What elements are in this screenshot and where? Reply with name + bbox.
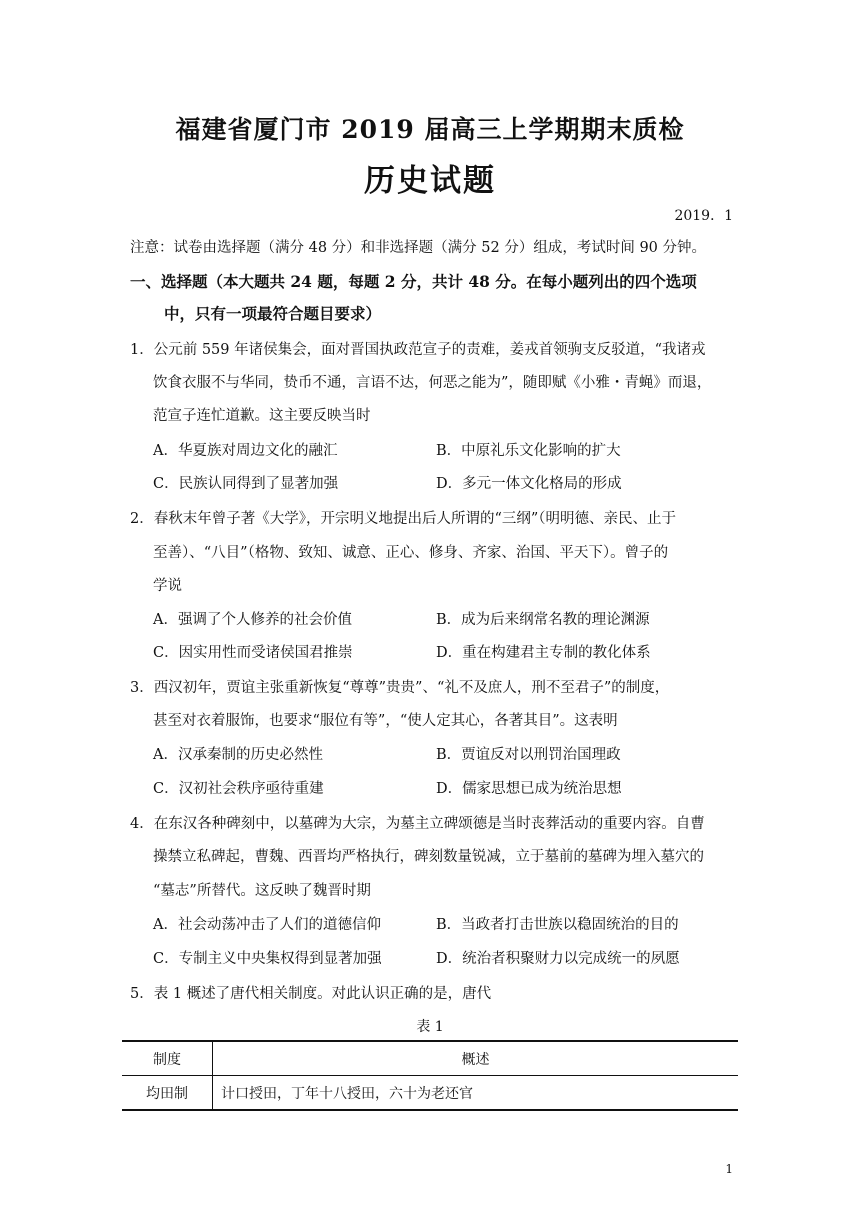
question-2-option-b[interactable]: B．成为后来纲常名教的理论渊源	[436, 612, 650, 628]
question-3-option-c[interactable]: C．汉初社会秩序亟待重建	[153, 781, 324, 797]
question-1-option-c[interactable]: C．民族认同得到了显著加强	[153, 476, 339, 492]
question-1-text: 范宣子连忙道歉。这主要反映当时	[153, 408, 371, 424]
question-2-text: 学说	[153, 578, 182, 594]
page-number: 1	[725, 1162, 733, 1176]
question-4-option-d[interactable]: D．统治者积聚财力以完成统一的夙愿	[436, 951, 680, 967]
question-1-option-b[interactable]: B．中原礼乐文化影响的扩大	[436, 443, 621, 459]
system-table	[122, 1040, 738, 1111]
question-2-option-d[interactable]: D．重在构建君主专制的教化体系	[436, 645, 651, 661]
question-3-option-a[interactable]: A．汉承秦制的历史必然性	[153, 747, 323, 763]
question-1-text: 饮食衣服不与华同，贽币不通，言语不达，何恶之能为”，随即赋《小雅・青蝇》而退，	[153, 375, 712, 391]
question-4-text: 操禁立私碑起，曹魏、西晋均严格执行，碑刻数量锐减，立于墓前的墓碑为埋入墓穴的	[153, 849, 704, 865]
question-4-text: “墓志”所替代。这反映了魏晋时期	[153, 883, 371, 899]
question-4-option-b[interactable]: B．当政者打击世族以稳固统治的目的	[436, 917, 679, 933]
section-heading: 一、选择题（本大题共 24 题，每题 2 分，共计 48 分。在每小题列出的四个选项	[130, 272, 697, 291]
exam-subtitle: 历史试题	[364, 163, 496, 199]
question-2-option-a[interactable]: A．强调了个人修养的社会价值	[153, 612, 352, 628]
table-cell: 均田制	[122, 1076, 213, 1111]
notice-text: 注意：试卷由选择题（满分 48 分）和非选择题（满分 52 分）组成，考试时间 90 分钟。	[130, 240, 707, 256]
question-4-option-c[interactable]: C．专制主义中央集权得到显著加强	[153, 951, 382, 967]
question-3-text: 3．西汉初年，贾谊主张重新恢复“尊尊”贵贵”、“礼不及庶人，刑不至君子”的制度，	[130, 680, 670, 696]
table-caption: 表 1	[416, 1019, 444, 1035]
question-3-option-d[interactable]: D．儒家思想已成为统治思想	[436, 781, 622, 797]
table-row	[122, 1076, 738, 1111]
table-header-cell: 制度	[122, 1041, 213, 1076]
question-1-option-d[interactable]: D．多元一体文化格局的形成	[436, 476, 622, 492]
section-heading-cont: 中，只有一项最符合题目要求）	[164, 304, 382, 323]
exam-date: 2019．1	[674, 208, 733, 224]
question-4-option-a[interactable]: A．社会动荡冲击了人们的道德信仰	[153, 917, 381, 933]
question-2-text: 至善）、“八目”（格物、致知、诚意、正心、修身、齐家、治国、平天下）。曾子的	[153, 545, 669, 561]
exam-title: 福建省厦门市 2019 届高三上学期期末质检	[175, 115, 685, 144]
question-3-option-b[interactable]: B．贾谊反对以刑罚治国理政	[436, 747, 621, 763]
question-5-text: 5．表 1 概述了唐代相关制度。对此认识正确的是，唐代	[130, 986, 492, 1002]
question-2-option-c[interactable]: C．因实用性而受诸侯国君推崇	[153, 645, 353, 661]
question-3-text: 甚至对衣着服饰，也要求“服位有等”，“使人定其心，各著其目”。这表明	[153, 713, 618, 729]
question-2-text: 2．春秋末年曾子著《大学》，开宗明义地提出后人所谓的“三纲”（明明德、亲民、止于	[130, 511, 677, 527]
table-header-cell: 概述	[213, 1041, 739, 1076]
table-cell: 计口授田，丁年十八授田，六十为老还官	[213, 1076, 739, 1111]
question-4-text: 4．在东汉各种碑刻中，以墓碑为大宗，为墓主立碑颂德是当时丧葬活动的重要内容。自曹	[130, 816, 705, 832]
question-1-text: 1．公元前 559 年诸侯集会，面对晋国执政范宣子的责难，姜戎首领驹支反驳道，“我诸戎	[130, 342, 706, 358]
table-header-row	[122, 1041, 738, 1076]
question-1-option-a[interactable]: A．华夏族对周边文化的融汇	[153, 443, 338, 459]
